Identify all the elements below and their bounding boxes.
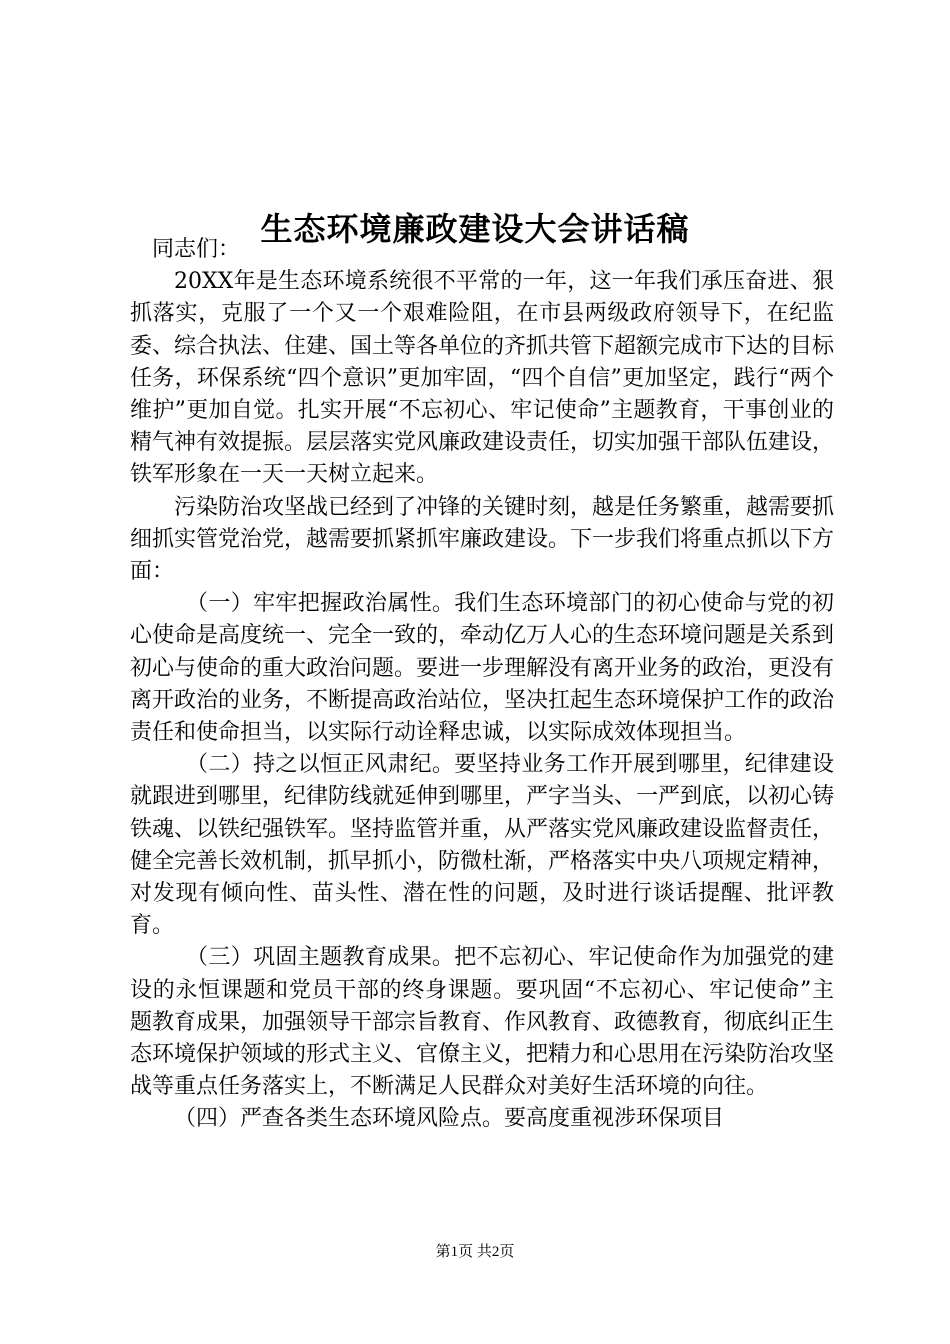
greeting: 同志们：: [152, 237, 241, 262]
paragraph-point-1: （一）牢牢把握政治属性。我们生态环境部门的初心使命与党的初心使命是高度统一、完全一致的，牵动亿万人心的生态环境问题是关系到初心与使命的重大政治问题。要进一步理解没有离开业务的政治，更没有离开政治的业务，不断提高政治站位，坚决扛起生态环境保护工作的政治责任和使命担当，以实际行动诠释忠诚，以实际成效体现担当。: [130, 591, 835, 746]
paragraph-intro: 20XX年是生态环境系统很不平常的一年，这一年我们承压奋进、狠抓落实，克服了一个又一个艰难险阻，在市县两级政府领导下，在纪监委、综合执法、住建、国土等各单位的齐抓共管下超额完成市下达的目标任务，环保系统“四个意识”更加牢固，“四个自信”更加坚定，践行“两个维护”更加自觉。扎实开展“不忘初心、牢记使命”主题教育，干事创业的精气神有效提振。层层落实党风廉政建设责任，切实加强干部队伍建设，铁军形象在一天一天树立起来。: [130, 269, 835, 488]
paragraph-next-steps: 污染防治攻坚战已经到了冲锋的关键时刻，越是任务繁重，越需要抓细抓实管党治党，越需要抓紧抓牢廉政建设。下一步我们将重点抓以下方面：: [130, 494, 835, 585]
document-body: [130, 234, 834, 1136]
document-title: 生态环境廉政建设大会讲话稿: [260, 210, 690, 249]
paragraph-point-2: （二）持之以恒正风肃纪。要坚持业务工作开展到哪里，纪律建设就跟进到哪里，纪律防线就延伸到哪里，严字当头、一严到底，以初心铸铁魂、以铁纪强铁军。坚持监管并重，从严落实党风廉政建设监督责任，健全完善长效机制，抓早抓小，防微杜渐，严格落实中央八项规定精神，对发现有倾向性、苗头性、潜在性的问题，及时进行谈话提醒、批评教育。: [130, 752, 835, 939]
paragraph-point-3: （三）巩固主题教育成果。把不忘初心、牢记使命作为加强党的建设的永恒课题和党员干部的终身课题。要巩固“不忘初心、牢记使命”主题教育成果，加强领导干部宗旨教育、作风教育、政德教育，彻底纠正生态环境保护领域的形式主义、官僚主义，把精力和心思用在污染防治攻坚战等重点任务落实上，不断满足人民群众对美好生活环境的向往。: [130, 945, 835, 1100]
paragraph-point-4: （四）严查各类生态环境风险点。要高度重视涉环保项目: [174, 1106, 725, 1132]
page-number-footer: 第1页 共2页: [435, 1244, 515, 1260]
